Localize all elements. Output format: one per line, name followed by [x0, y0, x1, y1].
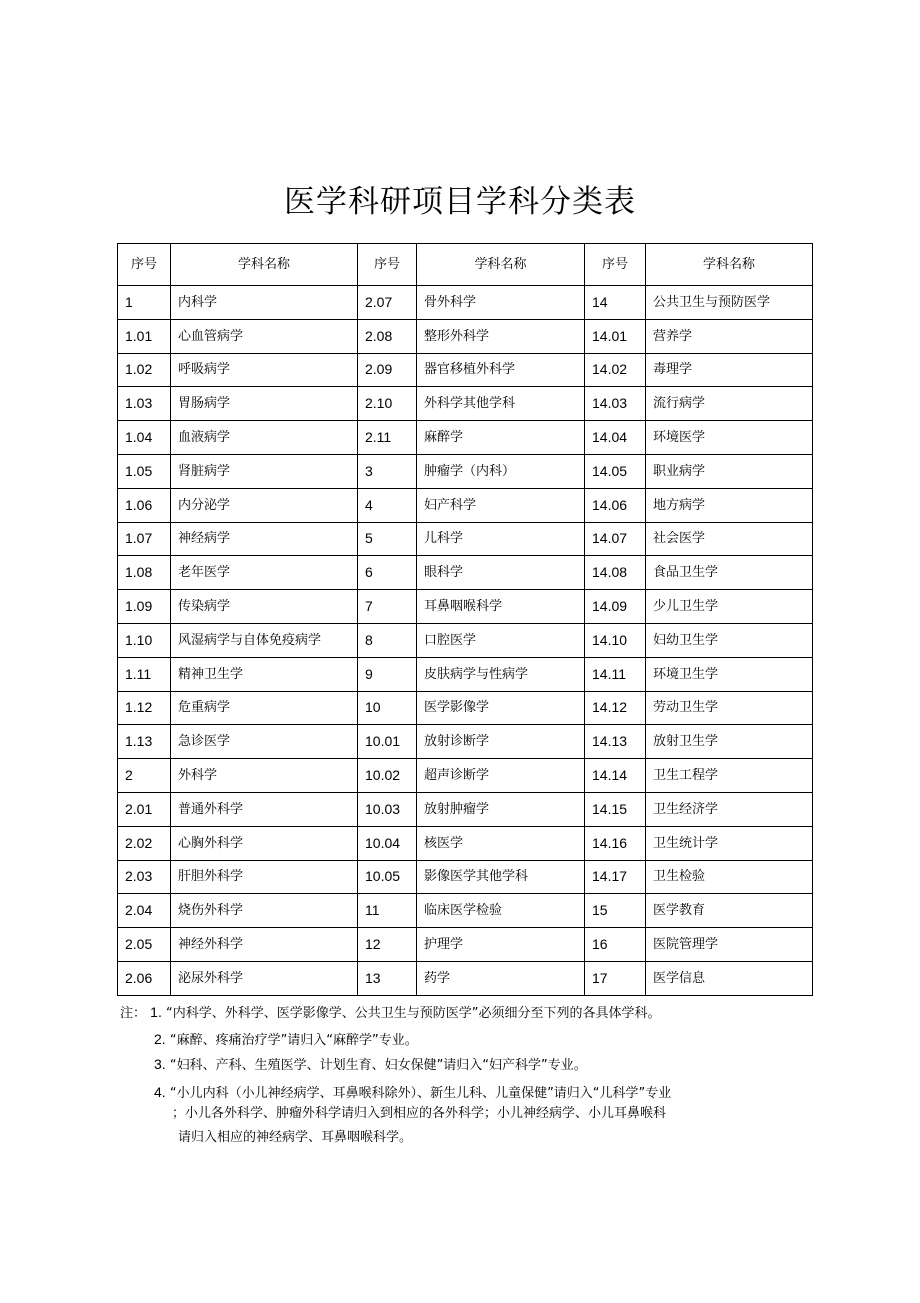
- subject-name-cell: 社会医学: [646, 522, 813, 556]
- subject-code-cell: 12: [358, 928, 417, 962]
- subject-code-cell: 10.01: [358, 725, 417, 759]
- subject-name-cell: 眼科学: [417, 556, 585, 590]
- table-row: [118, 894, 813, 928]
- subject-code-cell: 15: [585, 894, 646, 928]
- subject-code-cell: 1.07: [118, 522, 171, 556]
- subject-code-cell: 14.04: [585, 421, 646, 455]
- subject-name-cell: 急诊医学: [171, 725, 358, 759]
- subject-code-cell: 1.01: [118, 319, 171, 353]
- subject-name-cell: 放射诊断学: [417, 725, 585, 759]
- subject-code-cell: 1.11: [118, 657, 171, 691]
- subject-name-cell: 地方病学: [646, 488, 813, 522]
- subject-name-cell: 风湿病学与自体免疫病学: [171, 623, 358, 657]
- table-row: [118, 725, 813, 759]
- subject-code-cell: 7: [358, 590, 417, 624]
- note-1: [120, 1002, 660, 1024]
- subject-code-cell: 14.06: [585, 488, 646, 522]
- subject-code-cell: 1.06: [118, 488, 171, 522]
- subject-code-cell: 2.05: [118, 928, 171, 962]
- subject-code-cell: 14.08: [585, 556, 646, 590]
- subject-name-cell: 皮肤病学与性病学: [417, 657, 585, 691]
- subject-name-cell: 口腔医学: [417, 623, 585, 657]
- subject-code-cell: 1.02: [118, 353, 171, 387]
- subject-code-cell: 14.05: [585, 454, 646, 488]
- subject-name-cell: 环境卫生学: [646, 657, 813, 691]
- subject-code-cell: 14: [585, 286, 646, 320]
- header-code-2: 序号: [358, 244, 417, 286]
- subject-code-cell: 2.02: [118, 826, 171, 860]
- subject-name-cell: 心血管病学: [171, 319, 358, 353]
- subject-code-cell: 14.09: [585, 590, 646, 624]
- subject-code-cell: 2.09: [358, 353, 417, 387]
- table-row: [118, 319, 813, 353]
- subject-name-cell: 临床医学检验: [417, 894, 585, 928]
- subject-name-cell: 卫生工程学: [646, 759, 813, 793]
- note-4-continuation-2: 请归入相应的神经病学、耳鼻咽喉科学。: [178, 1130, 413, 1145]
- table-row: [118, 928, 813, 962]
- subject-code-cell: 14.03: [585, 387, 646, 421]
- subject-code-cell: 6: [358, 556, 417, 590]
- subject-code-cell: 14.16: [585, 826, 646, 860]
- subject-code-cell: 10: [358, 691, 417, 725]
- subject-code-cell: 10.04: [358, 826, 417, 860]
- subject-code-cell: 14.01: [585, 319, 646, 353]
- subject-name-cell: 卫生经济学: [646, 792, 813, 826]
- table-row: [118, 454, 813, 488]
- table-row: [118, 623, 813, 657]
- subject-name-cell: 烧伤外科学: [171, 894, 358, 928]
- subject-code-cell: 16: [585, 928, 646, 962]
- subject-name-cell: 卫生统计学: [646, 826, 813, 860]
- subject-code-cell: 5: [358, 522, 417, 556]
- subject-name-cell: 整形外科学: [417, 319, 585, 353]
- subject-code-cell: 14.02: [585, 353, 646, 387]
- subject-name-cell: 医学影像学: [417, 691, 585, 725]
- subject-code-cell: 14.10: [585, 623, 646, 657]
- subject-code-cell: 3: [358, 454, 417, 488]
- subject-code-cell: 1.08: [118, 556, 171, 590]
- subject-name-cell: 传染病学: [171, 590, 358, 624]
- subject-name-cell: 食品卫生学: [646, 556, 813, 590]
- table-row: [118, 759, 813, 793]
- subject-name-cell: 内科学: [171, 286, 358, 320]
- subject-name-cell: 放射肿瘤学: [417, 792, 585, 826]
- subject-name-cell: 外科学其他学科: [417, 387, 585, 421]
- subject-name-cell: 呼吸病学: [171, 353, 358, 387]
- table-row: [118, 522, 813, 556]
- header-subject-1: 学科名称: [171, 244, 358, 286]
- subject-name-cell: 公共卫生与预防医学: [646, 286, 813, 320]
- subject-name-cell: 劳动卫生学: [646, 691, 813, 725]
- subject-name-cell: 超声诊断学: [417, 759, 585, 793]
- subject-code-cell: 8: [358, 623, 417, 657]
- note-text: “小儿内科（小儿神经病学、耳鼻喉科除外）、新生儿科、儿童保健”请归入“儿科学”专业: [169, 1086, 672, 1101]
- note-2: [154, 1029, 418, 1051]
- subject-name-cell: 环境医学: [646, 421, 813, 455]
- subject-name-cell: 卫生检验: [646, 860, 813, 894]
- notes-prefix: 注：: [120, 1006, 147, 1021]
- note-text: “麻醉、疼痛治疗学”请归入“麻醉学”专业。: [169, 1033, 418, 1048]
- table-row: [118, 387, 813, 421]
- subject-name-cell: 泌尿外科学: [171, 961, 358, 995]
- subject-name-cell: 儿科学: [417, 522, 585, 556]
- subject-code-cell: 2: [118, 759, 171, 793]
- subject-name-cell: 肝胆外科学: [171, 860, 358, 894]
- subject-code-cell: 14.11: [585, 657, 646, 691]
- subject-code-cell: 4: [358, 488, 417, 522]
- subject-name-cell: 妇产科学: [417, 488, 585, 522]
- note-number: 4.: [154, 1084, 166, 1100]
- subject-code-cell: 2.07: [358, 286, 417, 320]
- subject-name-cell: 心胸外科学: [171, 826, 358, 860]
- header-subject-3: 学科名称: [646, 244, 813, 286]
- table-row: [118, 961, 813, 995]
- subject-code-cell: 14.12: [585, 691, 646, 725]
- table-row: [118, 826, 813, 860]
- subject-name-cell: 神经病学: [171, 522, 358, 556]
- subject-name-cell: 器官移植外科学: [417, 353, 585, 387]
- subject-name-cell: 护理学: [417, 928, 585, 962]
- subject-code-cell: 1: [118, 286, 171, 320]
- subject-name-cell: 药学: [417, 961, 585, 995]
- table-row: [118, 691, 813, 725]
- subject-name-cell: 放射卫生学: [646, 725, 813, 759]
- subject-code-cell: 14.17: [585, 860, 646, 894]
- table-row: [118, 657, 813, 691]
- subject-code-cell: 2.10: [358, 387, 417, 421]
- page-title: 医学科研项目学科分类表: [284, 184, 636, 220]
- note-text: “妇科、产科、生殖医学、计划生育、妇女保健”请归入“妇产科学”专业。: [169, 1058, 587, 1073]
- header-code-3: 序号: [585, 244, 646, 286]
- subject-name-cell: 外科学: [171, 759, 358, 793]
- subject-name-cell: 危重病学: [171, 691, 358, 725]
- subject-code-cell: 14.14: [585, 759, 646, 793]
- subject-code-cell: 14.15: [585, 792, 646, 826]
- subject-code-cell: 2.01: [118, 792, 171, 826]
- subject-name-cell: 核医学: [417, 826, 585, 860]
- subject-code-cell: 10.05: [358, 860, 417, 894]
- table-row: [118, 353, 813, 387]
- subject-name-cell: 骨外科学: [417, 286, 585, 320]
- note-number: 2.: [154, 1031, 166, 1047]
- subject-code-cell: 13: [358, 961, 417, 995]
- subject-name-cell: 肿瘤学（内科）: [417, 454, 585, 488]
- subject-code-cell: 17: [585, 961, 646, 995]
- subject-name-cell: 医学信息: [646, 961, 813, 995]
- subject-name-cell: 流行病学: [646, 387, 813, 421]
- subject-name-cell: 医院管理学: [646, 928, 813, 962]
- subject-name-cell: 麻醉学: [417, 421, 585, 455]
- table-row: [118, 590, 813, 624]
- subject-name-cell: 毒理学: [646, 353, 813, 387]
- note-4: [154, 1082, 671, 1104]
- subject-code-cell: 1.10: [118, 623, 171, 657]
- subject-code-cell: 9: [358, 657, 417, 691]
- table-body: [118, 286, 813, 996]
- table-row: [118, 488, 813, 522]
- table-row: [118, 421, 813, 455]
- subject-code-cell: 14.13: [585, 725, 646, 759]
- note-number: 1.: [150, 1004, 162, 1020]
- subject-code-cell: 10.03: [358, 792, 417, 826]
- note-3: [154, 1054, 587, 1076]
- subject-name-cell: 内分泌学: [171, 488, 358, 522]
- subject-code-cell: 1.13: [118, 725, 171, 759]
- table-row: [118, 286, 813, 320]
- subject-name-cell: 老年医学: [171, 556, 358, 590]
- subject-name-cell: 医学教育: [646, 894, 813, 928]
- subject-classification-table: [117, 243, 813, 996]
- subject-name-cell: 妇幼卫生学: [646, 623, 813, 657]
- subject-code-cell: 2.06: [118, 961, 171, 995]
- table-header-row: [118, 244, 813, 286]
- subject-code-cell: 1.04: [118, 421, 171, 455]
- subject-code-cell: 11: [358, 894, 417, 928]
- subject-code-cell: 14.07: [585, 522, 646, 556]
- subject-name-cell: 血液病学: [171, 421, 358, 455]
- subject-name-cell: 营养学: [646, 319, 813, 353]
- subject-name-cell: 普通外科学: [171, 792, 358, 826]
- subject-code-cell: 2.08: [358, 319, 417, 353]
- subject-code-cell: 1.05: [118, 454, 171, 488]
- subject-name-cell: 影像医学其他学科: [417, 860, 585, 894]
- table-row: [118, 860, 813, 894]
- subject-name-cell: 职业病学: [646, 454, 813, 488]
- subject-name-cell: 耳鼻咽喉科学: [417, 590, 585, 624]
- subject-name-cell: 精神卫生学: [171, 657, 358, 691]
- subject-code-cell: 10.02: [358, 759, 417, 793]
- subject-code-cell: 2.03: [118, 860, 171, 894]
- subject-name-cell: 肾脏病学: [171, 454, 358, 488]
- subject-name-cell: 胃肠病学: [171, 387, 358, 421]
- header-code-1: 序号: [118, 244, 171, 286]
- subject-code-cell: 2.04: [118, 894, 171, 928]
- table-row: [118, 556, 813, 590]
- note-text: “内科学、外科学、医学影像学、公共卫生与预防医学”必须细分至下列的各具体学科。: [165, 1006, 661, 1021]
- note-4-continuation-1: ；小儿各外科学、肿瘤外科学请归入到相应的各外科学；小儿神经病学、小儿耳鼻喉科: [172, 1106, 667, 1121]
- subject-name-cell: 神经外科学: [171, 928, 358, 962]
- subject-code-cell: 1.12: [118, 691, 171, 725]
- subject-code-cell: 1.09: [118, 590, 171, 624]
- subject-code-cell: 1.03: [118, 387, 171, 421]
- table-row: [118, 792, 813, 826]
- subject-code-cell: 2.11: [358, 421, 417, 455]
- subject-name-cell: 少儿卫生学: [646, 590, 813, 624]
- header-subject-2: 学科名称: [417, 244, 585, 286]
- note-number: 3.: [154, 1056, 166, 1072]
